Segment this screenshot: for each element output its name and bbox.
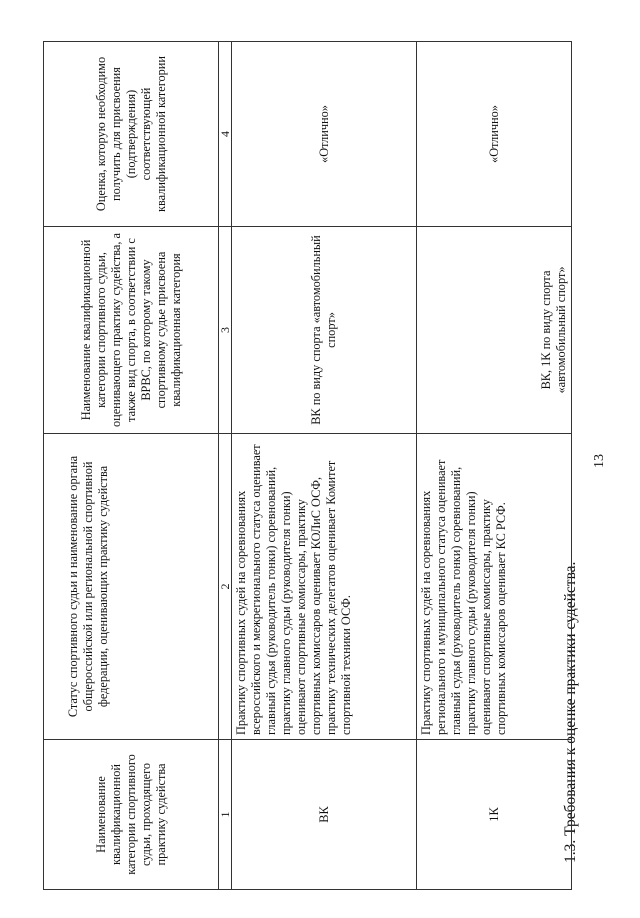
row-evaluator: ВК, 1К по виду спорта «автомобильный спорт» [417,227,572,434]
row-category: ВК [232,740,417,890]
column-number: 1 [219,740,232,890]
section-title: 1.3. Требования к оценке практики судейства. [562,561,579,863]
header-status: Статус спортивного судьи и наименование органа общероссийской или региональной спортивной федерации, оценивающих практику судейства [44,434,219,740]
page-number: 13 [592,454,607,468]
row-category: 1К [417,740,572,890]
row-grade: «Отлично» [417,42,572,227]
table-row [232,42,417,890]
column-number: 3 [219,227,232,434]
header-grade: Оценка, которую необходимо получить для присвоения (подтверждения) соответствующей квалификационной категории [44,42,219,227]
table-row [417,42,572,890]
judging-practice-table [43,41,572,890]
column-number: 4 [219,42,232,227]
row-grade: «Отлично» [232,42,417,227]
header-category: Наименование квалификационной категории спортивного судьи, проходящего практику судейства [44,740,219,890]
table-header-row [44,42,219,890]
header-evaluator-category: Наименование квалификационной категории спортивного судьи, оценивающего практику судейства, а также вид спорта, в соответствии с ВРВС, по которому такому спортивному судье присвоена квалификационная категория [44,227,219,434]
row-status-text: Практику спортивных судей на соревнованиях регионального и муниципального статуса оценивает главный судья (руководитель гонки) соревнований, практику главного судьи (руководителя гонки) оценивают спортивные комиссары, практику спортивных комиссаров оценивает КС РСФ. [417,434,572,740]
row-evaluator: ВК по виду спорта «автомобильный спорт» [232,227,417,434]
column-number-row [219,42,232,890]
row-status-text: Практику спортивных судей на соревнованиях всероссийского и межрегионального статуса оценивает главный судья (руководитель гонки) соревнований, практику главного судьи (руководителя гонки) оценивают спортивные комиссары, практику спортивных комиссаров оценивает КОЛиС ОСФ, практику технических делегатов оценивает Комитет спортивной техники ОСФ. [232,434,417,740]
column-number: 2 [219,434,232,740]
